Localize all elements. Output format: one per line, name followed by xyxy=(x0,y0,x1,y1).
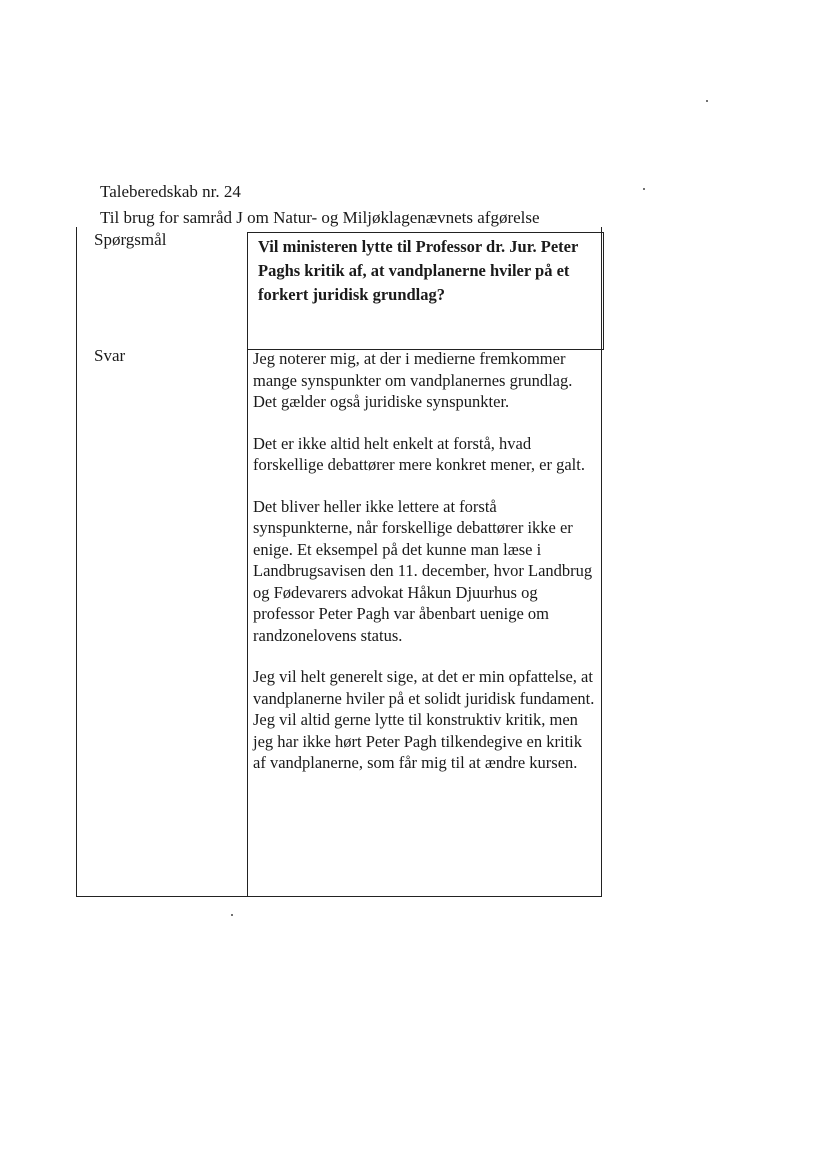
question-label: Spørgsmål xyxy=(94,230,167,249)
qa-table xyxy=(76,227,602,897)
scan-speck xyxy=(643,188,645,190)
question-text: Vil ministeren lytte til Professor dr. Jur. Peter Paghs kritik af, at vandplanerne hviler på et forkert juridisk grundlag? xyxy=(258,237,579,304)
document-subtitle: Til brug for samråd J om Natur- og Miljøklagenævnets afgørelse xyxy=(100,208,540,227)
answer-paragraph: Jeg noterer mig, at der i medierne fremkommer mange synspunkter om vandplanernes grundlag. Det gælder også juridiske synspunkter. xyxy=(253,349,573,411)
answer-cell xyxy=(253,348,598,794)
column-divider xyxy=(247,350,248,896)
answer-paragraph: Det bliver heller ikke lettere at forstå synspunkterne, når forskellige debattører ikke er enige. Et eksempel på det kunne man læse i Landbrugsavisen den 11. december, hvor Landbrug og Fødevarers advokat Håkun Djuurhus og professor Peter Pagh var åbenbart uenige om randzonelovens status. xyxy=(253,496,593,645)
answer-paragraph: Det er ikke altid helt enkelt at forstå, hvad forskellige debattører mere konkret mener, er galt. xyxy=(253,433,585,474)
scan-speck xyxy=(706,100,708,102)
answer-label: Svar xyxy=(94,346,126,365)
question-cell xyxy=(247,232,604,350)
scan-speck xyxy=(231,914,233,916)
answer-paragraph: Jeg vil helt generelt sige, at det er min opfattelse, at vandplanerne hviler på et solidt juridisk fundament. Jeg vil altid gerne lytte til konstruktiv kritik, men jeg har ikke hørt Peter Pagh tilkendegive en kritik af vandplanerne, som får mig til at ændre kursen. xyxy=(253,667,595,772)
document-title: Talеberedskab nr. 24 xyxy=(100,182,241,201)
